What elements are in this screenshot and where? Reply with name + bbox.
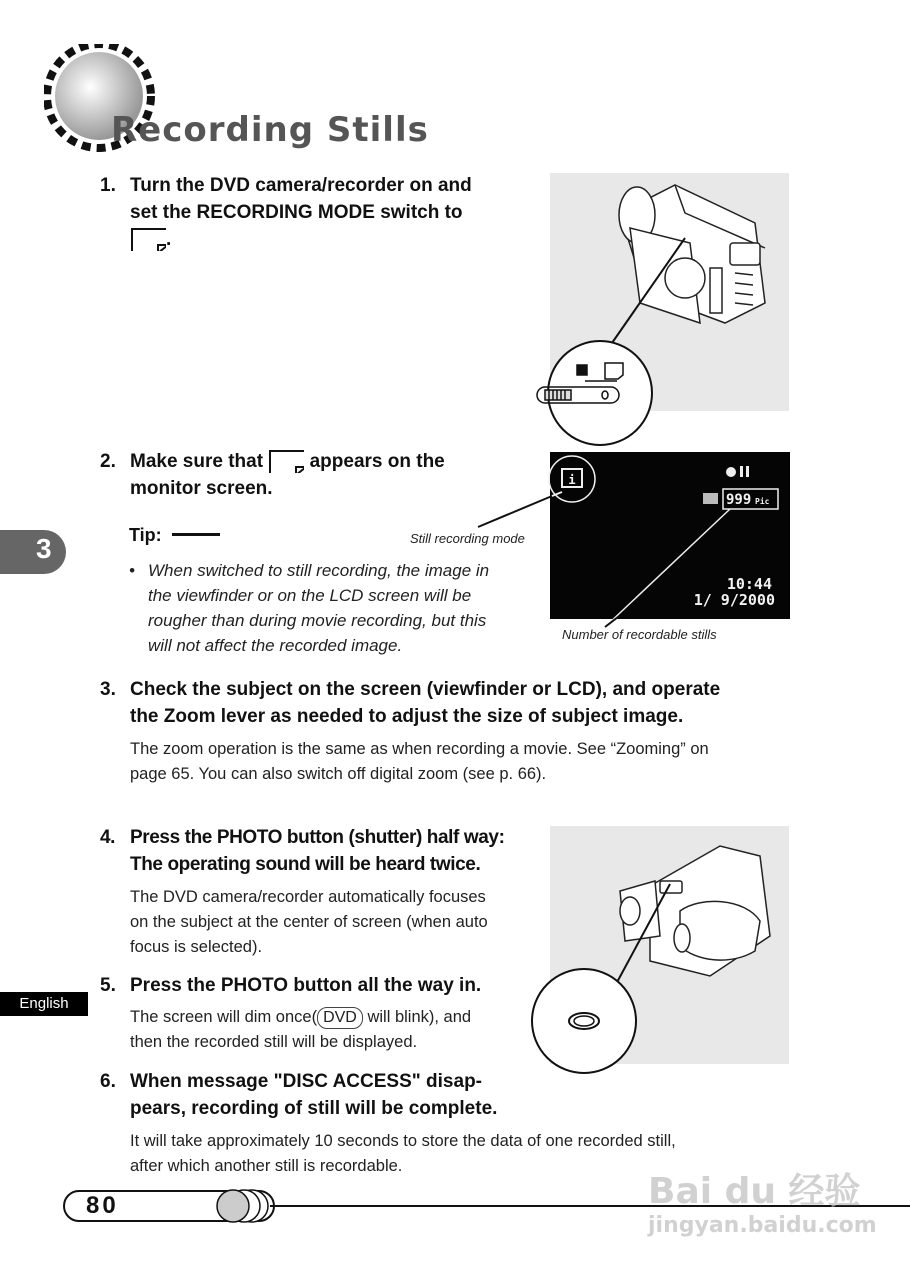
page-title: Recording Stills <box>111 110 429 150</box>
step-number: 4. <box>100 827 116 848</box>
osd-time: 10:44 <box>726 575 772 593</box>
step-6-body: It will take approximately 10 seconds to store the data of one recorded still, after which another still is recordable. <box>130 1132 676 1175</box>
step-heading-line: Check the subject on the screen (viewfinder or LCD), and operate <box>130 679 721 700</box>
tip-heading: Tip: <box>129 525 220 546</box>
step-heading-line: pears, recording of still will be complete. <box>130 1098 498 1119</box>
bullet: • <box>129 561 135 580</box>
caption-recordable-stills: Number of recordable stills <box>562 627 717 642</box>
page-number: 80 <box>86 1192 119 1219</box>
tip-line: will not affect the recorded image. <box>148 636 403 655</box>
step-5 <box>100 972 540 999</box>
watermark-brand: Bai du 经验 <box>648 1171 861 1212</box>
step-heading-line: Press the PHOTO button (shutter) half way: <box>130 827 505 848</box>
osd-count-suffix: Pic <box>755 497 770 506</box>
step-3-body: The zoom operation is the same as when recording a movie. See “Zooming” on page 65. You can also switch off digital zoom (see p. 66). <box>130 740 709 783</box>
tip-line: rougher than during movie recording, but this <box>148 611 487 630</box>
step-5-body: The screen will dim once( DVD will blink), and then the recorded still will be displayed. <box>130 1008 472 1051</box>
monitor-screen-overlay <box>400 452 800 652</box>
step-number: 1. <box>100 175 116 196</box>
step-heading-line: set the RECORDING MODE switch to <box>130 202 463 223</box>
caption-still-mode: Still recording mode <box>410 531 525 546</box>
osd-still-count: 999 <box>726 492 752 508</box>
step-heading-line: Press the PHOTO button all the way in. <box>130 975 482 996</box>
step-heading-line: Make sure that appears on the <box>130 448 540 475</box>
chapter-number: 3 <box>36 533 52 564</box>
still-mode-icon <box>130 227 166 251</box>
svg-text:i: i <box>568 473 576 487</box>
step-number: 5. <box>100 975 116 996</box>
tip-line: the viewfinder or on the LCD screen will be <box>148 586 472 605</box>
step-4 <box>100 824 550 878</box>
camera-side-illustration <box>525 173 795 448</box>
step-heading-line: When message "DISC ACCESS" disap- <box>130 1071 483 1092</box>
step-heading-line: monitor screen. <box>130 478 273 499</box>
step-number: 3. <box>100 679 116 700</box>
step-heading-line: . <box>130 226 540 253</box>
language-tab: English <box>0 992 88 1016</box>
watermark-url: jingyan.baidu.com <box>648 1213 877 1238</box>
osd-date: 1/ 9/2000 <box>693 591 775 609</box>
still-mode-icon <box>268 449 304 473</box>
step-1 <box>100 172 540 253</box>
camera-top-illustration <box>530 826 795 1076</box>
tip-rule <box>172 533 220 536</box>
step-4-body: The DVD camera/recorder automatically focuses on the subject at the center of screen (when auto focus is selected). <box>130 888 488 956</box>
step-heading-line: Turn the DVD camera/recorder on and <box>130 175 472 196</box>
step-number: 6. <box>100 1071 116 1092</box>
dvd-indicator-badge: DVD <box>317 1007 363 1029</box>
step-heading-line: the Zoom lever as needed to adjust the size of subject image. <box>130 706 684 727</box>
step-6 <box>100 1068 560 1122</box>
step-heading-line: The operating sound will be heard twice. <box>130 854 481 875</box>
tip-line: When switched to still recording, the image in <box>148 561 490 580</box>
step-number: 2. <box>100 451 116 472</box>
step-3 <box>100 676 820 730</box>
